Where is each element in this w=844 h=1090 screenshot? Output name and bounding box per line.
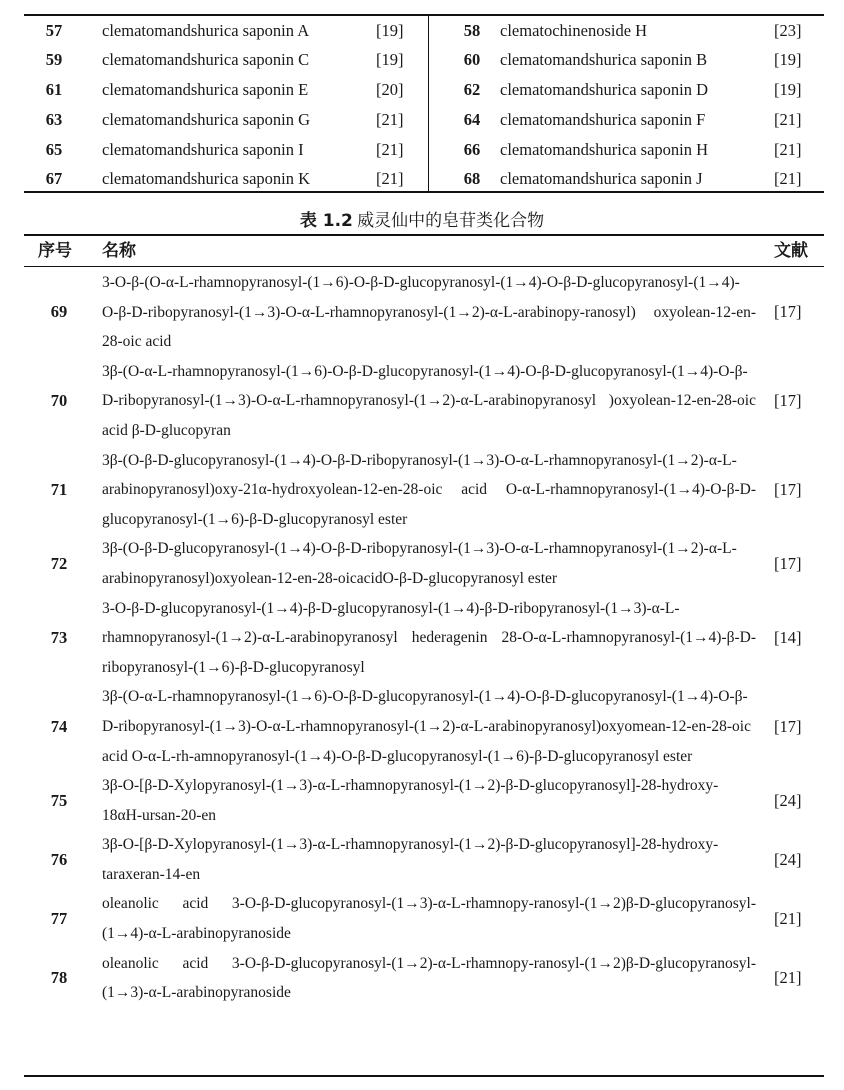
compound-number: 57 [45, 21, 63, 40]
compound-number: 72 [50, 553, 68, 573]
reference: [20] [376, 80, 404, 99]
table-caption [0, 206, 844, 231]
table-header [24, 236, 824, 266]
table-row [24, 135, 824, 165]
compound-name: clematomandshurica saponin I [102, 140, 304, 159]
reference: [24] [774, 790, 802, 810]
table-row [24, 105, 824, 135]
reference: [21] [376, 169, 404, 188]
compound-number: 78 [50, 968, 68, 988]
table-row [24, 45, 824, 75]
compound-name: clematomandshurica saponin E [102, 80, 309, 99]
table-row [24, 949, 824, 1008]
reference: [21] [774, 110, 802, 129]
compound-name: clematomandshurica saponin J [500, 169, 703, 188]
compound-number: 66 [463, 140, 481, 159]
reference: [14] [774, 627, 802, 647]
compound-number: 62 [463, 80, 481, 99]
top-table [24, 14, 824, 192]
compound-name: 3β-(O-β-D-glucopyranosyl-(1→4)-O-β-D-ribopyranosyl-(1→3)-O-α-L-rhamnopyranosyl-(1→2)-α-L-arabinopyranosyl)oxyolean-12-en-28-oicacidO-β-D-glucopyranosyl ester [102, 540, 737, 587]
table-row [24, 75, 824, 105]
compound-name: 3-O-β-D-glucopyranosyl-(1→4)-β-D-glucopyranosyl-(1→4)-β-D-ribopyranosyl-(1→3)-α-L-rhamnopyranosyl-(1→2)-α-L-arabinopyranosyl hederagenin 28-O-α-L-rhamnopyranosyl-(1→4)-β-D-ribopyranosyl-(1→6)-β-D-glucopyranosyl [102, 599, 756, 676]
compound-name: oleanolic acid 3-O-β-D-glucopyranosyl-(1→2)-α-L-rhamnopy-ranosyl-(1→2)β-D-glucopyranosyl-(1→3)-α-L-arabinopyranoside [102, 954, 756, 1002]
reference: [21] [774, 909, 802, 929]
compound-number: 63 [45, 110, 63, 129]
compound-name: clematomandshurica saponin D [500, 80, 709, 99]
reference: [23] [774, 21, 802, 40]
compound-name: clematochinenoside H [500, 21, 648, 40]
table-row [24, 357, 824, 446]
compound-number: 75 [50, 790, 68, 810]
compound-name: clematomandshurica saponin F [500, 110, 706, 129]
table-row [24, 16, 824, 46]
compound-number: 70 [50, 391, 68, 411]
table-row [24, 268, 824, 357]
table-row [24, 682, 824, 771]
reference: [21] [774, 140, 802, 159]
table-row [24, 594, 824, 683]
compound-number: 71 [50, 479, 68, 499]
compound-number: 67 [45, 169, 63, 188]
column-header-number: 序号 [38, 241, 72, 261]
reference: [19] [376, 21, 404, 40]
compound-number: 76 [50, 849, 68, 869]
table-row [24, 164, 824, 194]
reference: [19] [376, 50, 404, 69]
compound-name: 3β-(O-α-L-rhamnopyranosyl-(1→6)-O-β-D-glucopyranosyl-(1→4)-O-β-D-glucopyranosyl-(1→4)-O-β-D-ribopyranosyl-(1→3)-O-α-L-rhamnopyranosyl-(1→2)-α-L-arabinopyranosyl )oxyolean-12-en-28-oic acid β-D-glucopyran [102, 362, 756, 439]
compound-name: 3β-O-[β-D-Xylopyranosyl-(1→3)-α-L-rhamnopyranosyl-(1→2)-β-D-glucopyranosyl]-28-hydroxy-18αH-ursan-20-en [102, 777, 719, 824]
main-table-bottom-rule [24, 1075, 824, 1077]
reference: [17] [774, 302, 802, 322]
compound-name: clematomandshurica saponin C [102, 50, 310, 69]
compound-number: 59 [45, 50, 63, 69]
reference: [21] [376, 110, 404, 129]
reference: [24] [774, 849, 802, 869]
compound-name: clematomandshurica saponin B [500, 50, 708, 69]
compound-name: 3-O-β-(O-α-L-rhamnopyranosyl-(1→6)-O-β-D-glucopyranosyl-(1→4)-O-β-D-glucopyranosyl-(1→4)-O-β-D-ribopyranosyl-(1→3)-O-α-L-rhamnopyranosyl-(1→2)-α-L-arabinopy-ranosyl) oxyolean-12-en-28-oic acid [102, 274, 756, 351]
table-caption-label: 表 1.2 [299, 211, 353, 231]
reference: [17] [774, 716, 802, 736]
compound-number: 64 [463, 110, 481, 129]
compound-number: 73 [50, 627, 68, 647]
compound-number: 65 [45, 140, 63, 159]
column-header-name: 名称 [102, 241, 136, 261]
compound-number: 61 [45, 80, 63, 99]
compound-name: 3β-O-[β-D-Xylopyranosyl-(1→3)-α-L-rhamnopyranosyl-(1→2)-β-D-glucopyranosyl]-28-hydroxy-taraxeran-14-en [102, 836, 719, 883]
compound-number: 69 [50, 302, 68, 322]
reference: [19] [774, 50, 802, 69]
compound-name: clematomandshurica saponin A [102, 21, 310, 40]
reference: [19] [774, 80, 802, 99]
table-row [24, 889, 824, 948]
table-caption-text: 威灵仙中的皂苷类化合物 [357, 211, 545, 230]
table-row [24, 534, 824, 593]
compound-name: oleanolic acid 3-O-β-D-glucopyranosyl-(1→3)-α-L-rhamnopy-ranosyl-(1→2)β-D-glucopyranosyl-(1→4)-α-L-arabinopyranoside [102, 895, 756, 943]
compound-number: 74 [50, 716, 68, 736]
compound-name: clematomandshurica saponin K [102, 169, 311, 188]
main-table-header-rule [24, 266, 824, 267]
compound-name: clematomandshurica saponin H [500, 140, 709, 159]
table-row [24, 830, 824, 889]
compound-number: 68 [463, 169, 481, 188]
compound-name: clematomandshurica saponin G [102, 110, 311, 129]
compound-number: 58 [463, 21, 481, 40]
reference: [17] [774, 479, 802, 499]
compound-list [24, 268, 824, 1008]
reference: [21] [376, 140, 404, 159]
reference: [17] [774, 391, 802, 411]
table-row [24, 446, 824, 535]
reference: [17] [774, 553, 802, 573]
reference: [21] [774, 169, 802, 188]
column-header-reference: 文献 [774, 241, 808, 261]
reference: [21] [774, 968, 802, 988]
compound-number: 77 [50, 909, 68, 929]
compound-name: 3β-(O-β-D-glucopyranosyl-(1→4)-O-β-D-ribopyranosyl-(1→3)-O-α-L-rhamnopyranosyl-(1→2)-α-L-arabinopyranosyl)oxy-21α-hydroxyolean-12-en-28-oic acid O-α-L-rhamnopyranosyl-(1→4)-O-β-D-glucopyranosyl-(1→6)-β-D-glucopyranosyl ester [102, 451, 756, 528]
compound-number: 60 [463, 50, 481, 69]
compound-name: 3β-(O-α-L-rhamnopyranosyl-(1→6)-O-β-D-glucopyranosyl-(1→4)-O-β-D-glucopyranosyl-(1→4)-O-β-D-ribopyranosyl-(1→3)-O-α-L-rhamnopyranosyl-(1→2)-α-L-arabinopyranosyl)oxyomean-12-en-28-oic acid O-α-L-rh-amnopyranosyl-(1→4)-O-β-D-glucopyranosyl-(1→6)-β-D-glucopyranosyl ester [102, 688, 751, 765]
table-row [24, 771, 824, 830]
